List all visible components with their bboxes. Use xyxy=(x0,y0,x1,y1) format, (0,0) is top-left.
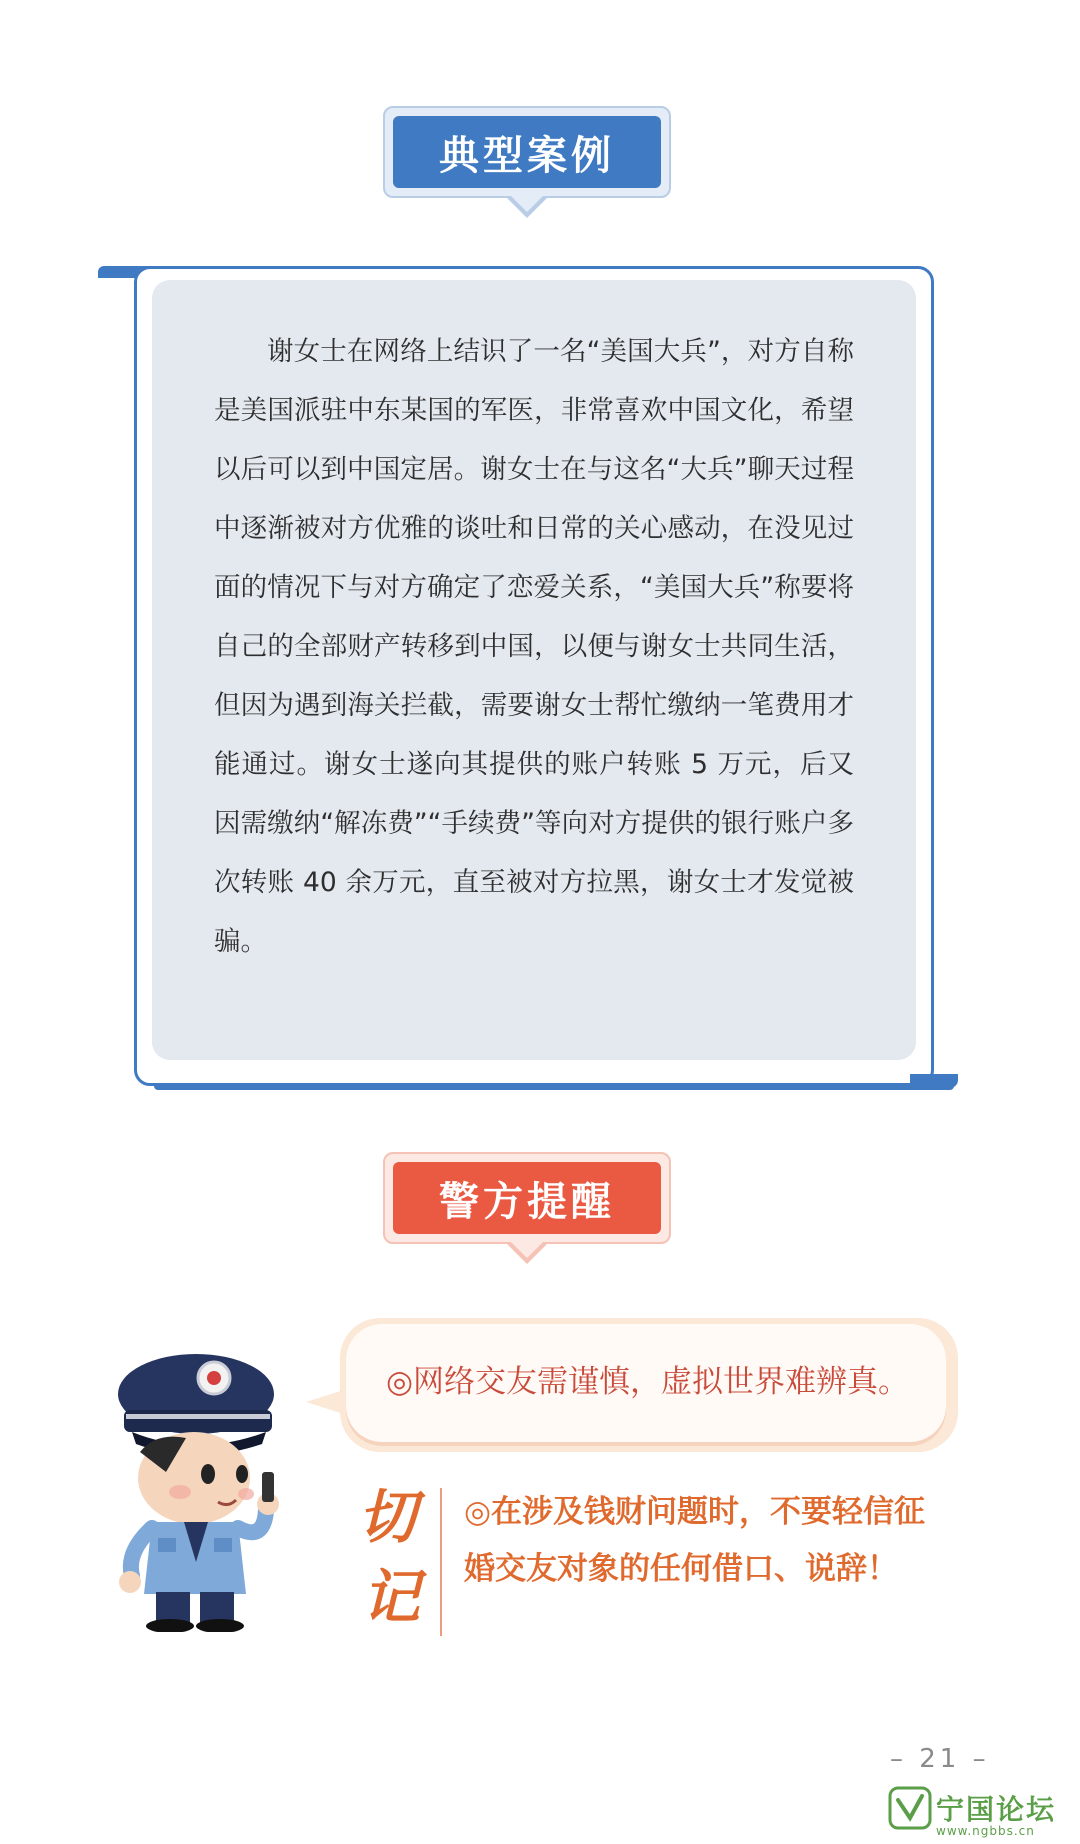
forum-logo-name[interactable]: 宁国论坛 xyxy=(936,1793,1057,1826)
remember-char-1: 切 xyxy=(358,1483,417,1551)
warning-title: 警方提醒 xyxy=(393,1162,661,1234)
page-number: – 21 – xyxy=(890,1744,990,1774)
remember-divider xyxy=(440,1488,442,1636)
case-title: 典型案例 xyxy=(393,116,661,188)
case-title-badge xyxy=(383,106,671,198)
remember-char-2: 记 xyxy=(362,1563,421,1631)
frame-tab-bottom xyxy=(910,1074,958,1088)
police-officer-illustration xyxy=(96,1332,296,1632)
forum-logo-icon xyxy=(888,1786,932,1830)
remember-text: ◎在涉及钱财问题时，不要轻信征婚交友对象的任何借口、说辞！ xyxy=(464,1494,926,1587)
bubble-reminder-text: ◎网络交友需谨慎，虚拟世界难辨真。 xyxy=(386,1364,910,1400)
warning-title-badge xyxy=(383,1152,671,1244)
case-badge-pointer-inner xyxy=(509,194,545,212)
warning-badge-pointer-inner xyxy=(509,1240,545,1258)
case-paragraph: 谢女士在网络上结识了一名“美国大兵”，对方自称是美国派驻中东某国的军医，非常喜欢中国文化，希望以后可以到中国定居。谢女士在与这名“大兵”聊天过程中逐渐被对方优雅的谈吐和日常的关心感动，在没见过面的情况下与对方确定了恋爱关系，“美国大兵”称要将自己的全部财产转移到中国，以便与谢女士共同生活，但因为遇到海关拦截，需要谢女士帮忙缴纳一笔费用才能通过。谢女士遂向其提供的账户转账 5 万元，后又因需缴纳“解冻费”“手续费”等向对方提供的银行账户多次转账 40 余万元，直至被对方拉黑，谢女士才发觉被骗。 xyxy=(214,336,854,957)
forum-logo-url[interactable]: www.ngbbs.cn xyxy=(936,1824,1035,1838)
